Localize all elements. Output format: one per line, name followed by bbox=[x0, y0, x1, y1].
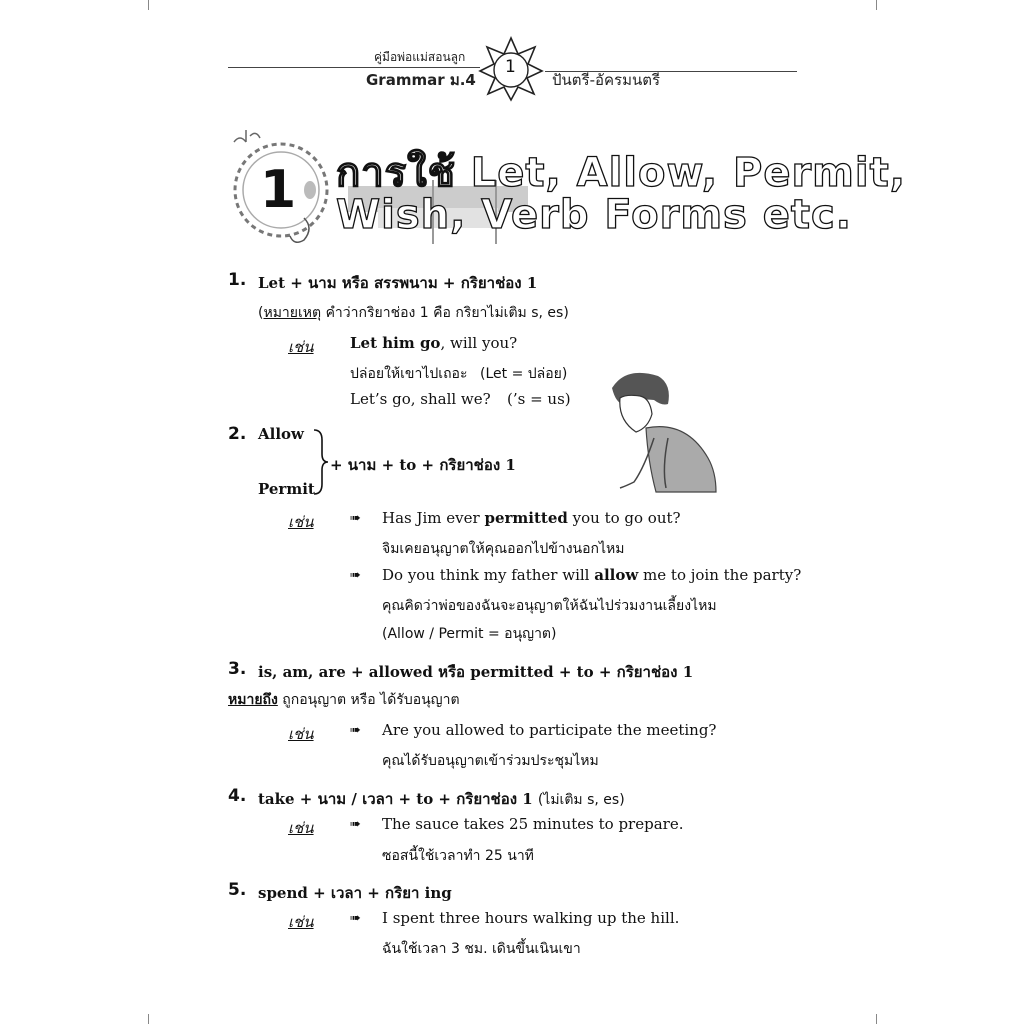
section-number: 2. bbox=[228, 424, 247, 444]
example-label: เช่น bbox=[288, 725, 314, 743]
note-text: คำว่ากริยาช่อง 1 คือ กริยาไม่เติม s, es bbox=[325, 305, 564, 321]
example-label: เช่น bbox=[288, 819, 314, 837]
example-thai: คุณได้รับอนุญาตเข้าร่วมประชุมไหม bbox=[382, 753, 599, 769]
example-line: Let’s go, shall we? bbox=[350, 390, 491, 408]
section-rule: is, am, are + allowed หรือ permitted + to + กริยาช่อง 1 bbox=[258, 663, 694, 681]
chapter-number: 1 bbox=[505, 57, 516, 77]
section-rule: take + นาม / เวลา + to + กริยาช่อง 1 bbox=[258, 790, 533, 808]
example-text: , will you? bbox=[440, 334, 518, 352]
section-rule: + นาม + to + กริยาช่อง 1 bbox=[330, 456, 516, 474]
example-text: Do you think my father will bbox=[382, 566, 595, 584]
example-label: เช่น bbox=[288, 338, 314, 356]
crop-mark bbox=[876, 1014, 877, 1024]
section-number: 1. bbox=[228, 270, 247, 290]
section-word: Allow bbox=[258, 425, 304, 443]
example-bold: permitted bbox=[484, 509, 568, 527]
example-line bbox=[382, 566, 801, 584]
example-label: เช่น bbox=[288, 913, 314, 931]
example-thai: จิมเคยอนุญาตให้คุณออกไปข้างนอกไหม bbox=[382, 541, 625, 557]
header-series: คู่มือพ่อแม่สอนลูก bbox=[374, 50, 466, 64]
section-note: (หมายเหตุ คำว่ากริยาช่อง 1 คือ กริยาไม่เติม s, es) bbox=[258, 305, 569, 321]
title-number: 1 bbox=[260, 160, 297, 220]
section-rule: spend + เวลา + กริยา ing bbox=[258, 884, 452, 902]
example-text: me to join the party? bbox=[638, 566, 802, 584]
header-authors: ปันตรี-อัครมนตรี bbox=[552, 71, 661, 89]
section-number: 5. bbox=[228, 880, 247, 900]
section-number: 4. bbox=[228, 786, 247, 806]
example-thai: ซอสนี้ใช้เวลาทำ 25 นาที bbox=[382, 848, 534, 864]
arrow-icon: ➠ bbox=[350, 723, 361, 738]
section-meaning bbox=[228, 689, 460, 711]
arrow-icon: ➠ bbox=[350, 911, 361, 926]
crop-mark bbox=[148, 0, 149, 10]
example-text: you to go out? bbox=[567, 509, 681, 527]
example-label: เช่น bbox=[288, 513, 314, 531]
title-line-2: Wish, Verb Forms etc. bbox=[336, 192, 852, 238]
section-rule-note: (ไม่เติม s, es) bbox=[537, 792, 625, 808]
example-thai: ฉันใช้เวลา 3 ชม. เดินขึ้นเนินเขา bbox=[382, 941, 581, 957]
example-thai: คุณคิดว่าพ่อของฉันจะอนุญาตให้ฉันไปร่วมงานเลี้ยงไหม bbox=[382, 598, 717, 614]
example-line bbox=[350, 334, 517, 352]
example-note: (Allow / Permit = อนุญาต) bbox=[382, 626, 557, 642]
example-line: Are you allowed to participate the meeting? bbox=[382, 721, 717, 739]
example-bold: Let him go bbox=[350, 334, 441, 352]
crop-mark bbox=[148, 1014, 149, 1024]
header-book-title: Grammar ม.4 bbox=[366, 71, 476, 89]
brace-icon bbox=[312, 428, 330, 496]
girl-illustration bbox=[598, 368, 728, 498]
meaning-text: ถูกอนุญาต หรือ ได้รับอนุญาต bbox=[282, 692, 460, 708]
example-thai: ปล่อยให้เขาไปเถอะ bbox=[350, 366, 468, 382]
meaning-label: หมายถึง bbox=[228, 692, 278, 708]
example-bold: allow bbox=[594, 566, 639, 584]
example-text: Has Jim ever bbox=[382, 509, 485, 527]
arrow-icon: ➠ bbox=[350, 817, 361, 832]
arrow-icon: ➠ bbox=[350, 511, 361, 526]
section-rule: Let + นาม หรือ สรรพนาม + กริยาช่อง 1 bbox=[258, 274, 538, 292]
note-label: หมายเหตุ bbox=[263, 305, 322, 321]
example-line: The sauce takes 25 minutes to prepare. bbox=[382, 815, 684, 833]
example-note: (Let = ปล่อย) bbox=[480, 366, 568, 382]
section-rule-line bbox=[258, 787, 625, 811]
example-line bbox=[382, 509, 681, 527]
arrow-icon: ➠ bbox=[350, 568, 361, 583]
example-line: I spent three hours walking up the hill. bbox=[382, 909, 680, 927]
crop-mark bbox=[876, 0, 877, 10]
title-line-1: การใช้ Let, Allow, Permit, bbox=[336, 150, 906, 196]
example-note: (’s = us) bbox=[507, 390, 571, 408]
section-number: 3. bbox=[228, 659, 247, 679]
section-word: Permit bbox=[258, 480, 315, 498]
